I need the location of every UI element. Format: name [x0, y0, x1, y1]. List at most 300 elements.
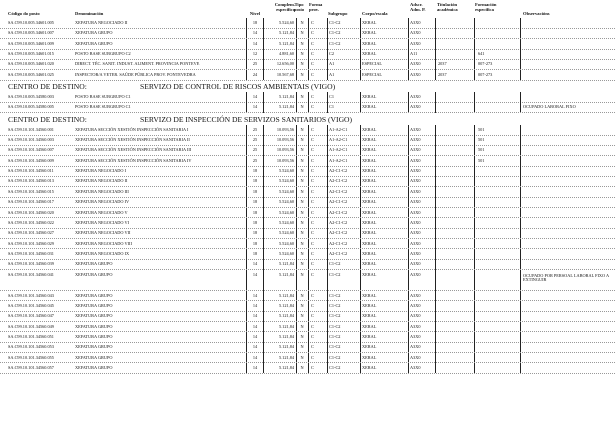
column-divider: [474, 270, 475, 291]
column-divider: [308, 166, 309, 176]
column-divider: [474, 353, 475, 363]
column-divider: [435, 342, 436, 352]
table-row: [0, 342, 615, 352]
cell-denominacion: INSPECTOR/A VETER. SAÚDE PÚBLICA PROV. PONTEVEDRA: [75, 71, 196, 77]
column-divider: [360, 49, 361, 59]
cell-nivel: 18: [252, 209, 258, 215]
cell-code: SA.C99.10.101.34560.041: [8, 271, 54, 277]
cell-corpo: XERAL: [362, 157, 377, 163]
table-row: [0, 270, 615, 291]
column-divider: [308, 239, 309, 249]
cell-corpo: XERAL: [362, 333, 377, 339]
column-divider: [474, 156, 475, 166]
column-divider: [246, 102, 247, 112]
column-divider: [327, 92, 328, 102]
column-divider: [408, 28, 409, 38]
column-divider: [246, 166, 247, 176]
column-divider: [474, 59, 475, 69]
column-divider: [263, 145, 264, 155]
cell-corpo: XERAL: [362, 30, 377, 36]
cell-subgrupo: A1: [329, 71, 335, 77]
cell-nivel: 14: [252, 292, 258, 298]
section-label: CENTRO DE DESTINO:: [8, 82, 87, 92]
cell-complemento: 5.524,60: [278, 20, 294, 25]
cell-nivel: 25: [252, 126, 258, 132]
cell-corpo: XERAL: [362, 240, 377, 246]
column-divider: [263, 197, 264, 207]
cell-nivel: 14: [252, 30, 258, 36]
cell-subgrupo: C1-C2: [329, 313, 341, 319]
section-name: SERVIZO DE INSPECCIÓN DE SERVIZOS SANITARIOS (VIGO): [140, 114, 353, 124]
cell-corpo: XERAL: [362, 188, 377, 194]
column-divider: [296, 259, 297, 269]
table-row: [0, 363, 615, 373]
cell-complemento: 10.567,68: [276, 71, 294, 77]
column-divider: [327, 28, 328, 38]
column-divider: [435, 301, 436, 311]
column-divider: [263, 342, 264, 352]
column-divider: [435, 166, 436, 176]
cell-denominacion: XEFATURA GRUPO: [75, 292, 113, 298]
column-divider: [360, 291, 361, 301]
column-divider: [296, 342, 297, 352]
column-divider: [408, 59, 409, 69]
column-divider: [327, 166, 328, 176]
column-divider: [360, 249, 361, 259]
cell-subgrupo: A2-C1-C2: [329, 240, 348, 246]
cell-code: SA.C99.10.005.34580.005: [8, 104, 54, 110]
header-codigo: Código do posto: [8, 11, 40, 16]
cell-subgrupo: A2-C1-C2: [329, 188, 348, 194]
column-divider: [327, 311, 328, 321]
column-divider: [360, 228, 361, 238]
column-divider: [435, 145, 436, 155]
column-divider: [327, 353, 328, 363]
column-divider: [327, 270, 328, 291]
column-divider: [408, 135, 409, 145]
column-divider: [360, 332, 361, 342]
column-divider: [263, 270, 264, 291]
column-divider: [308, 291, 309, 301]
column-divider: [435, 270, 436, 291]
cell-forma: C: [311, 209, 314, 215]
cell-denominacion: XEFATURA NEGOCIADO II: [75, 20, 128, 25]
cell-code: SA.C99.10.005.34601.015: [8, 51, 54, 57]
cell-code: SA.C99.10.101.34560.027: [8, 230, 54, 236]
column-divider: [474, 228, 475, 238]
column-divider: [246, 187, 247, 197]
cell-forma: C: [311, 240, 314, 246]
column-divider: [296, 249, 297, 259]
section-name: SERVIZO DE CONTROL DE RISCOS AMBIENTAIS (VIGO): [140, 82, 336, 92]
column-divider: [360, 239, 361, 249]
section-heading: [0, 113, 615, 125]
cell-tipo: N: [300, 344, 304, 350]
cell-code: SA.C99.10.101.34560.001: [8, 126, 54, 132]
cell-forma: C: [311, 261, 314, 267]
cell-tipo: N: [300, 20, 304, 25]
cell-tipo: N: [300, 157, 304, 163]
column-divider: [308, 59, 309, 69]
table-row: [0, 187, 615, 197]
table-row: [0, 92, 615, 102]
column-divider: [435, 176, 436, 186]
table-row: [0, 208, 615, 218]
cell-adscrip: A3X0: [410, 147, 421, 153]
cell-denominacion: XEFATURA GRUPO: [75, 344, 113, 350]
table-row: [0, 145, 615, 155]
column-divider: [246, 70, 247, 80]
cell-denominacion: XEFATURA NEGOCIADO I: [75, 168, 127, 174]
cell-code: SA.C99.10.101.34560.022: [8, 219, 54, 225]
column-divider: [308, 311, 309, 321]
cell-subgrupo: A1-A2-C1: [329, 137, 348, 143]
table-row: [0, 301, 615, 311]
column-divider: [474, 239, 475, 249]
column-divider: [246, 332, 247, 342]
column-divider: [296, 187, 297, 197]
column-divider: [246, 156, 247, 166]
column-divider: [296, 208, 297, 218]
cell-tipo: N: [300, 261, 304, 267]
column-divider: [246, 291, 247, 301]
cell-code: SA.C99.10.101.34560.051: [8, 333, 54, 339]
column-divider: [408, 102, 409, 112]
cell-tipo: N: [300, 71, 304, 77]
column-divider: [435, 59, 436, 69]
cell-tipo: N: [300, 40, 304, 46]
cell-forma: C: [311, 71, 314, 77]
cell-denominacion: POSTO BASE SUBGRUPO C2: [75, 51, 131, 57]
cell-denominacion: XEFATURA NEGOCIADO IV: [75, 199, 130, 205]
cell-nivel: 25: [252, 137, 258, 143]
column-divider: [246, 59, 247, 69]
column-divider: [327, 70, 328, 80]
cell-complemento: 12.656,00: [276, 61, 294, 67]
column-divider: [263, 166, 264, 176]
column-divider: [435, 70, 436, 80]
column-divider: [263, 301, 264, 311]
table-row: [0, 249, 615, 259]
cell-corpo: XERAL: [362, 147, 377, 153]
column-divider: [360, 208, 361, 218]
column-divider: [246, 249, 247, 259]
column-divider: [308, 135, 309, 145]
cell-corpo: ESPECIAL: [362, 71, 383, 77]
cell-subgrupo: A1-A2-C1: [329, 157, 348, 163]
cell-code: SA.C99.10.101.34560.057: [8, 364, 54, 370]
cell-corpo: XERAL: [362, 292, 377, 298]
column-divider: [408, 125, 409, 135]
cell-nivel: 14: [252, 94, 258, 100]
column-divider: [263, 249, 264, 259]
column-divider: [296, 228, 297, 238]
column-divider: [360, 135, 361, 145]
table-row: [0, 239, 615, 249]
column-divider: [308, 249, 309, 259]
cell-forma: C: [311, 61, 314, 67]
cell-code: SA.C99.10.101.34560.003: [8, 137, 54, 143]
cell-denominacion: XEFATURA NEGOCIADO VIII: [75, 240, 132, 246]
table-row: [0, 18, 615, 28]
cell-adscrip: A3X0: [410, 344, 421, 350]
cell-forma: C: [311, 147, 314, 153]
column-divider: [263, 332, 264, 342]
cell-adscrip: A3X0: [410, 71, 421, 77]
cell-denominacion: XEFATURA SECCIÓN XESTIÓN INSPECCIÓN SANITARIA III: [75, 147, 192, 153]
cell-subgrupo: C1-C2: [329, 20, 341, 25]
cell-adscrip: A3X0: [410, 137, 421, 143]
column-divider: [520, 166, 521, 176]
column-divider: [246, 259, 247, 269]
cell-adscrip: A3X0: [410, 302, 421, 308]
cell-adscrip: A3X0: [410, 40, 421, 46]
cell-denominacion: XEFATURA NEGOCIADO III: [75, 188, 129, 194]
cell-adscrip: A3X0: [410, 230, 421, 236]
column-divider: [520, 28, 521, 38]
cell-adscrip: A3X0: [410, 292, 421, 298]
column-divider: [296, 145, 297, 155]
column-divider: [435, 49, 436, 59]
cell-denominacion: XEFATURA GRUPO: [75, 271, 113, 277]
cell-tipo: N: [300, 94, 304, 100]
column-divider: [435, 135, 436, 145]
cell-code: SA.C99.10.005.34601.005: [8, 20, 54, 25]
column-divider: [327, 49, 328, 59]
column-divider: [408, 353, 409, 363]
cell-complemento: 5.524,60: [278, 240, 294, 246]
table-row: [0, 49, 615, 59]
column-divider: [520, 49, 521, 59]
column-divider: [408, 311, 409, 321]
column-divider: [520, 59, 521, 69]
column-divider: [296, 39, 297, 49]
cell-nivel: 25: [252, 157, 258, 163]
cell-forma: C: [311, 271, 314, 277]
column-divider: [435, 239, 436, 249]
cell-denominacion: XEFATURA SECCIÓN XESTIÓN INSPECCIÓN SANITARIA II: [75, 137, 190, 143]
column-divider: [296, 102, 297, 112]
cell-denominacion: XEFATURA NEGOCIADO II: [75, 178, 128, 184]
column-divider: [296, 270, 297, 291]
table-row: [0, 332, 615, 342]
cell-complemento: 5.121,84: [278, 104, 294, 110]
cell-corpo: XERAL: [362, 302, 377, 308]
column-divider: [474, 166, 475, 176]
cell-nivel: 14: [252, 333, 258, 339]
column-divider: [474, 39, 475, 49]
column-divider: [520, 102, 521, 112]
row-divider: [0, 373, 615, 374]
cell-complemento: 5.121,84: [278, 354, 294, 360]
column-divider: [408, 166, 409, 176]
cell-tipo: N: [300, 168, 304, 174]
cell-forma: C: [311, 302, 314, 308]
cell-tipo: N: [300, 271, 304, 277]
column-divider: [360, 59, 361, 69]
column-divider: [408, 49, 409, 59]
cell-tipo: N: [300, 219, 304, 225]
column-divider: [474, 176, 475, 186]
column-divider: [360, 28, 361, 38]
column-divider: [360, 145, 361, 155]
cell-corpo: XERAL: [362, 137, 377, 143]
column-divider: [296, 59, 297, 69]
column-divider: [327, 291, 328, 301]
column-divider: [435, 187, 436, 197]
column-divider: [435, 332, 436, 342]
column-divider: [408, 156, 409, 166]
cell-nivel: 18: [252, 199, 258, 205]
column-divider: [520, 218, 521, 228]
column-divider: [520, 145, 521, 155]
column-divider: [408, 92, 409, 102]
column-divider: [296, 332, 297, 342]
column-divider: [246, 218, 247, 228]
column-divider: [520, 322, 521, 332]
column-divider: [263, 18, 264, 28]
column-divider: [360, 39, 361, 49]
cell-subgrupo: C1-C2: [329, 292, 341, 298]
cell-forma: C: [311, 94, 314, 100]
cell-denominacion: XEFATURA GRUPO: [75, 364, 113, 370]
cell-forma: C: [311, 219, 314, 225]
cell-subgrupo: C1: [329, 94, 335, 100]
cell-corpo: XERAL: [362, 219, 377, 225]
column-divider: [308, 145, 309, 155]
column-divider: [520, 342, 521, 352]
column-divider: [308, 49, 309, 59]
cell-tipo: N: [300, 178, 304, 184]
cell-tipo: N: [300, 126, 304, 132]
cell-subgrupo: C1-C2: [329, 271, 341, 277]
column-divider: [263, 156, 264, 166]
column-divider: [308, 156, 309, 166]
column-divider: [360, 342, 361, 352]
column-divider: [327, 125, 328, 135]
column-divider: [296, 353, 297, 363]
cell-complemento: 5.121,84: [278, 30, 294, 36]
column-divider: [308, 301, 309, 311]
cell-forma: C: [311, 292, 314, 298]
cell-code: SA.C99.10.101.34560.039: [8, 261, 54, 267]
column-divider: [308, 259, 309, 269]
column-divider: [408, 145, 409, 155]
cell-code: SA.C99.10.101.34560.055: [8, 354, 54, 360]
table-row: [0, 311, 615, 321]
column-divider: [520, 363, 521, 373]
column-divider: [263, 311, 264, 321]
column-divider: [327, 332, 328, 342]
cell-denominacion: XEFATURA GRUPO: [75, 354, 113, 360]
table-row: [0, 166, 615, 176]
cell-forma: C: [311, 199, 314, 205]
column-divider: [263, 92, 264, 102]
cell-titulacion: 2037: [438, 61, 447, 67]
cell-code: SA.C99.10.101.34560.020: [8, 209, 54, 215]
cell-code: SA.C99.10.101.34560.015: [8, 188, 54, 194]
cell-adscrip: A3X0: [410, 219, 421, 225]
cell-corpo: ESPECIAL: [362, 61, 383, 67]
column-divider: [520, 270, 521, 291]
cell-complemento: 5.524,60: [278, 230, 294, 236]
cell-adscrip: A3X0: [410, 94, 421, 100]
column-divider: [520, 311, 521, 321]
cell-subgrupo: A1-A2-C1: [329, 126, 348, 132]
cell-subgrupo: C1-C2: [329, 261, 341, 267]
column-divider: [296, 197, 297, 207]
header-corpo: Corpo/escala: [362, 11, 388, 16]
column-divider: [246, 342, 247, 352]
table-row: [0, 259, 615, 269]
column-divider: [474, 197, 475, 207]
column-divider: [408, 208, 409, 218]
column-divider: [435, 353, 436, 363]
cell-corpo: XERAL: [362, 230, 377, 236]
cell-tipo: N: [300, 364, 304, 370]
cell-forma: C: [311, 250, 314, 256]
column-divider: [474, 102, 475, 112]
column-divider: [327, 135, 328, 145]
column-divider: [308, 208, 309, 218]
table-row: [0, 176, 615, 186]
column-divider: [263, 218, 264, 228]
column-divider: [360, 311, 361, 321]
cell-nivel: 25: [252, 61, 258, 67]
cell-corpo: XERAL: [362, 178, 377, 184]
column-divider: [408, 228, 409, 238]
cell-tipo: N: [300, 104, 304, 110]
cell-observacions: OCUPADO LABORAL FIXO: [523, 104, 576, 110]
cell-adscrip: A3X0: [410, 271, 421, 277]
column-divider: [435, 218, 436, 228]
column-divider: [408, 301, 409, 311]
cell-code: SA.C99.10.101.34560.031: [8, 250, 54, 256]
cell-nivel: 18: [252, 240, 258, 246]
cell-denominacion: POSTO BASE SUBGRUPO C1: [75, 104, 131, 110]
column-divider: [327, 239, 328, 249]
column-divider: [327, 145, 328, 155]
column-divider: [474, 311, 475, 321]
column-divider: [263, 102, 264, 112]
cell-forma: C: [311, 178, 314, 184]
cell-code: SA.C99.10.101.34560.013: [8, 178, 54, 184]
cell-code: SA.C99.10.101.34560.029: [8, 240, 54, 246]
cell-nivel: 18: [252, 219, 258, 225]
column-divider: [308, 125, 309, 135]
column-divider: [246, 39, 247, 49]
cell-corpo: XERAL: [362, 271, 377, 277]
cell-nivel: 14: [252, 344, 258, 350]
column-divider: [360, 301, 361, 311]
column-divider: [246, 363, 247, 373]
cell-tipo: N: [300, 323, 304, 329]
column-divider: [360, 102, 361, 112]
cell-denominacion: XEFATURA GRUPO: [75, 30, 113, 36]
column-divider: [308, 92, 309, 102]
cell-adscrip: A3X0: [410, 323, 421, 329]
column-divider: [520, 301, 521, 311]
column-divider: [435, 228, 436, 238]
cell-code: SA.C99.10.005.34601.025: [8, 71, 54, 77]
cell-forma: C: [311, 333, 314, 339]
column-divider: [408, 291, 409, 301]
column-divider: [296, 311, 297, 321]
cell-forma: C: [311, 30, 314, 36]
column-divider: [327, 228, 328, 238]
cell-tipo: N: [300, 313, 304, 319]
column-divider: [308, 363, 309, 373]
